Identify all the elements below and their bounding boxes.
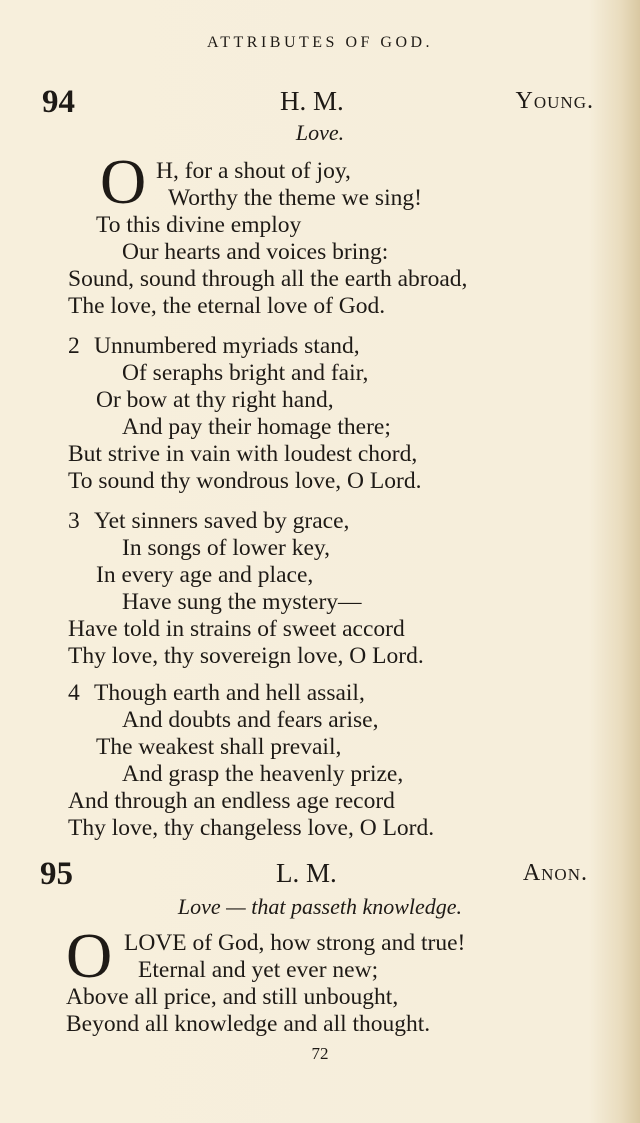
verse-line: H, for a shout of joy,: [156, 158, 351, 184]
stanza-number: 2: [68, 333, 80, 359]
hymn-composer: Young.: [515, 88, 594, 114]
hymn-meter: H. M.: [280, 86, 344, 116]
drop-cap: O: [66, 920, 113, 991]
hymn-number: 94: [42, 84, 75, 120]
running-header: ATTRIBUTES OF GOD.: [206, 34, 434, 51]
hymn-meter: L. M.: [276, 858, 337, 888]
verse-line: Beyond all knowledge and all thought.: [66, 1011, 431, 1037]
stanza-number: 3: [68, 508, 80, 534]
hymn-95-heading: [0, 856, 640, 896]
verse-line: The love, the eternal love of God.: [68, 293, 386, 319]
verse-line: Eternal and yet ever new;: [138, 957, 379, 983]
verse-line: To sound thy wondrous love, O Lord.: [68, 468, 422, 494]
verse-line: To this divine employ: [96, 212, 302, 238]
verse-line: Worthy the theme we sing!: [168, 185, 422, 211]
verse-line: Sound, sound through all the earth abroad,: [68, 266, 468, 292]
verse-line: Our hearts and voices bring:: [122, 239, 389, 265]
page-number: 72: [311, 1044, 329, 1063]
stanza-number: 4: [68, 680, 80, 706]
verse-line: Have sung the mystery—: [122, 589, 362, 615]
drop-cap: O: [100, 146, 147, 217]
verse-line: LOVE of God, how strong and true!: [124, 930, 466, 956]
verse-line: Of seraphs bright and fair,: [122, 360, 369, 386]
verse-line: And pay their homage there;: [122, 414, 391, 440]
hymn-subtitle: Love.: [295, 120, 345, 145]
verse-line: And doubts and fears arise,: [122, 707, 379, 733]
verse-line: And grasp the heavenly prize,: [122, 761, 404, 787]
hymn-94-heading: [0, 84, 640, 124]
verse-line: In every age and place,: [96, 562, 314, 588]
verse-line: And through an endless age record: [68, 788, 395, 814]
verse-line: The weakest shall prevail,: [96, 734, 342, 760]
verse-line: 2 Unnumbered myriads stand,: [68, 333, 360, 359]
verse-line: Above all price, and still unbought,: [66, 984, 399, 1010]
verse-line: Or bow at thy right hand,: [96, 387, 334, 413]
hymn-subtitle: Love — that passeth knowledge.: [177, 894, 463, 919]
verse-line: In songs of lower key,: [122, 535, 330, 561]
verse-line: Have told in strains of sweet accord: [68, 616, 405, 642]
verse-line: Thy love, thy sovereign love, O Lord.: [68, 643, 424, 669]
verse-line: But strive in vain with loudest chord,: [68, 441, 418, 467]
verse-line: 3 Yet sinners saved by grace,: [68, 508, 350, 534]
verse-line: Thy love, thy changeless love, O Lord.: [68, 815, 435, 841]
verse-line: 4 Though earth and hell assail,: [68, 680, 365, 706]
hymn-composer: Anon.: [522, 860, 588, 886]
hymn-number: 95: [40, 856, 73, 892]
